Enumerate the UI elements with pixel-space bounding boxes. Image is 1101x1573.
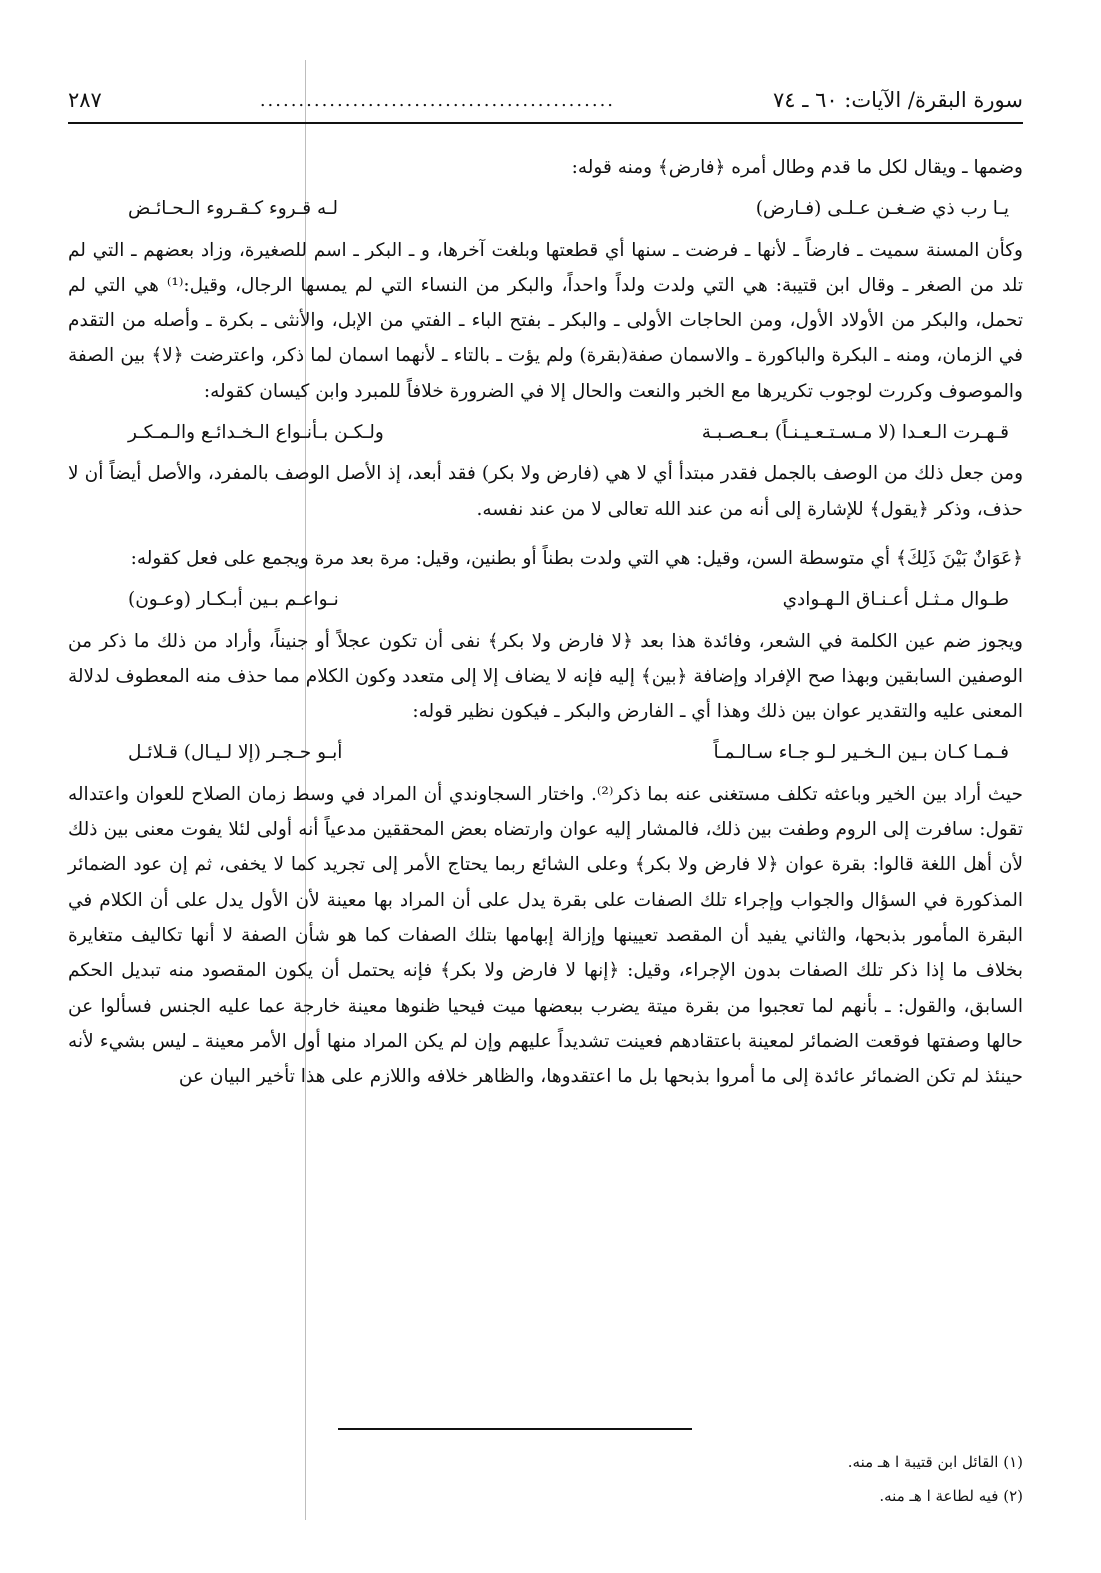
paragraph: حيث أراد بين الخير وباعثه تكلف مستغنى عنه بما ذكر⁽²⁾. واختار السجاوندي أن المراد في وسط زمان الصلاح للعوان واعتداله تقول: سافرت إلى الروم وطفت بين ذلك، فالمشار إليه عوان وارتضاه بعض المحققين مدعياً أنه أولى لئلا يفوت معنى بين ذلك لأن أهل اللغة قالوا: بقرة عوان ﴿لا فارض ولا بكر﴾ وعلى الشائع ربما يحتاج الأمر إلى تجريد كما لا يخفى، ثم إن عود الضمائر المذكورة في السؤال والجواب وإجراء تلك الصفات على بقرة يدل على أن المراد بها معينة لأن الأول يدل على أن الكلام في البقرة المأمور بذبحها، والثاني يفيد أن المقصد تعيينها وإزالة إبهامها بتلك الصفات كما هو شأن الصفة لا أنها تكاليف متغايرة بخلاف ما إذا ذكر تلك الصفات بدون الإجراء، وقيل: ﴿إنها لا فارض ولا بكر﴾ فإنه يحتمل أن يكون المقصود منه تبديل الحكم السابق، والقول: ـ بأنهم لما تعجبوا من بقرة ميتة يضرب ببعضها ميت فيحيا ظنوها معينة خارجة عما عليه الجنس فسألوا عن حالها وصفتها فوقعت الضمائر لمعينة باعتقادهم فعينت تشديداً عليهم وإن لم يكن المراد منها أول الأمر معينة ـ ليس بشيء لأنه حينئذ لم تكن الضمائر عائدة إلى ما أمروا بذبحها بل ما اعتقدوها، والظاهر خلافه واللازم على هذا تأخير البيان عن: [68, 783, 1023, 1088]
paragraph: وضمها ـ ويقال لكل ما قدم وطال أمره ﴿فارض﴾ ومنه قوله:: [571, 157, 1023, 178]
footnotes: [848, 1445, 1023, 1513]
page-number: ٢٨٧: [68, 88, 102, 112]
verse-hemistich-right: يـا رب ذي ضـغـن عـلـى (فـارض): [755, 198, 1009, 220]
verse-hemistich-left: نـواعـم بـين أبـكـار (وعـون): [128, 589, 339, 611]
paragraph: ويجوز ضم عين الكلمة في الشعر، وفائدة هذا بعد ﴿لا فارض ولا بكر﴾ نفى أن تكون عجلاً أو جنيناً، وأراد من ذلك ما ذكر من الوصفين السابقين وبهذا صح الإفراد وإضافة ﴿بين﴾ إليه فإنه لا يضاف إلا إلى متعدد وكون الكلام مما حذف منه المعطوف لدلالة المعنى عليه والتقدير عوان بين ذلك وهذا أي ـ الفارض والبكر ـ فيكون نظير قوله:: [68, 630, 1023, 723]
footnote: (١) القائل ابن قتيبة ا هـ منه.: [847, 1453, 1023, 1471]
verse-hemistich-right: فـمـا كـان بـين الـخـير لـو جـاء سـالـمـاً: [713, 742, 1009, 764]
paragraph: وكأن المسنة سميت ـ فارضاً ـ لأنها ـ فرضت ـ سنها أي قطعتها وبلغت آخرها، و ـ البكر ـ اسم للصغيرة، وزاد بعضهم ـ التي لم تلد من الصغر ـ وقال ابن قتيبة: هي التي ولدت ولداً واحداً، والبكر من النساء التي لم يمسها الرجال، وقيل:⁽¹⁾ هي التي لم تحمل، والبكر من الأولاد الأول، ومن الحاجات الأولى ـ والبكر ـ بفتح الباء ـ الفتي من الإبل، والأنثى ـ بكرة ـ وأصله من التقدم في الزمان، ومنه ـ البكرة والباكورة ـ والاسمان صفة(بقرة) ولم يؤت ـ بالتاء ـ لأنهما اسمان لما ذكر، واعترضت ﴿لا﴾ بين الصفة والموصوف وكررت لوجوب تكريرها مع الخبر والنعت والحال إلا في الضرورة خلافاً للمبرد وابن كيسان كقوله:: [68, 239, 1024, 402]
verse-hemistich-left: ولـكـن بـأنـواع الـخـدائـع والـمـكـر: [128, 422, 384, 444]
verse-hemistich-left: لـه قـروء كـقـروء الـحـائـض: [128, 198, 338, 220]
verse-line: [68, 582, 1023, 617]
paragraph: ﴿عَوَانٌ بَيْنَ ذَلِكَ﴾ أي متوسطة السن، وقيل: هي التي ولدت بطناً أو بطنين، وقيل: مرة بعد مرة ويجمع على فعل كقوله:: [130, 547, 1023, 569]
main-text: [68, 150, 1023, 1094]
header-leader-dots: ..............................................: [259, 89, 616, 111]
paragraph-gap: [68, 527, 1023, 541]
header-title: سورة البقرة/ الآيات: ٦٠ ـ ٧٤: [772, 88, 1023, 112]
verse-line: [68, 735, 1023, 770]
verse-hemistich-right: طـوال مـثـل أعـنـاق الـهـوادي: [782, 589, 1009, 611]
running-header: [68, 80, 1023, 120]
verse-line: [68, 415, 1023, 450]
paragraph: ومن جعل ذلك من الوصف بالجمل فقدر مبتدأ أي لا هي (فارض ولا بكر) فقد أبعد، إذ الأصل الوصف بالمفرد، والأصل أيضاً أن لا حذف، وذكر ﴿يقول﴾ للإشارة إلى أنه من عند الله تعالى لا من عند نفسه.: [68, 463, 1023, 520]
verse-line: [68, 191, 1023, 226]
footnote-rule: [338, 1428, 692, 1430]
verse-hemistich-left: أبـو حـجـر (إلا لـيـال) قـلائـل: [128, 742, 343, 764]
footnote: (٢) فيه لطاعة ا هـ منه.: [879, 1487, 1023, 1505]
header-rule: [68, 122, 1023, 124]
verse-hemistich-right: قـهـرت الـعـدا (لا مـسـتـعـيـنـاً) بـعـصـبـة: [701, 422, 1009, 444]
